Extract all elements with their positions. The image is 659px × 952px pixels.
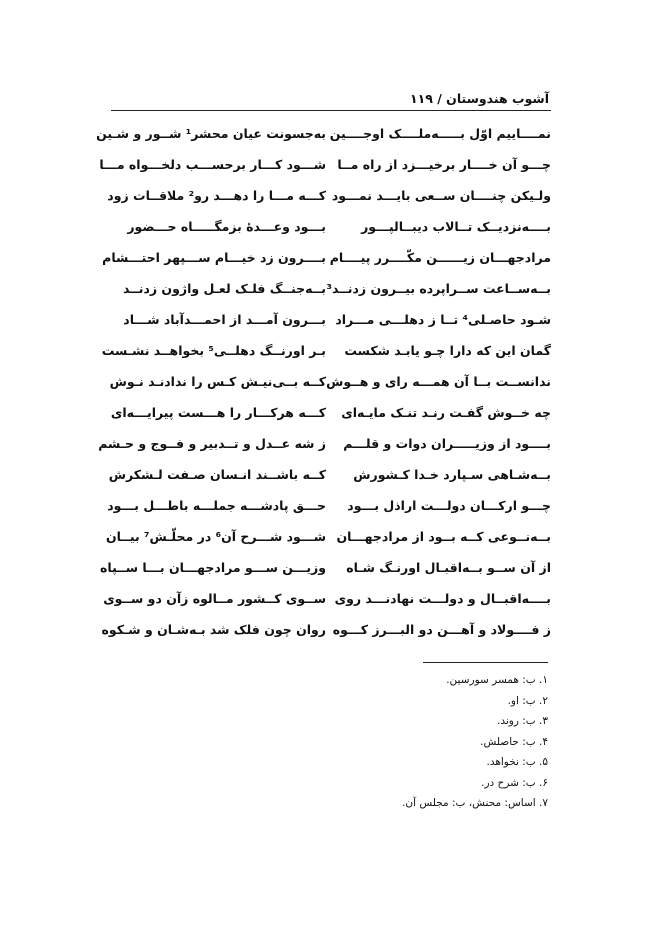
first-hemistich: بــــه‌اقبــال و دولـــت نهادنـــد روی: [334, 591, 551, 606]
second-hemistich: بــه‌جنــگ فلـک لعـل واژون زدنــد: [123, 281, 326, 296]
first-hemistich: چـــو ارکـــان دولـــت اراذل بـــود: [347, 498, 551, 513]
verse-row: [107, 180, 551, 211]
verse-row: [111, 304, 551, 335]
verse-row: [111, 211, 551, 242]
first-hemistich: بــه‌شـاهی سـپارد خـدا کـشورش: [353, 467, 551, 482]
footnote: ۷. اساس: محنش، ب: مجلس آن.: [402, 797, 548, 809]
first-hemistich: چه خــوش گفـت رنـد تنـک مایـه‌ای: [341, 405, 551, 420]
verse-row: [102, 242, 551, 273]
verse-row: [111, 273, 551, 304]
first-hemistich: ولـیکن چنــــان ســعی بایـــد نمـــود: [331, 188, 551, 203]
second-hemistich: بـــرون آمـــد از احمـــدآباد شـــاد: [123, 312, 326, 327]
verse-row: [105, 521, 551, 552]
verse-row: [107, 490, 551, 521]
verse-row: [96, 118, 551, 149]
first-hemistich: بــــه‌نزدیــک تــالاب دیبــالپـــور: [361, 219, 551, 234]
second-hemistich: بـــود وعـــدهٔ بزمگـــــاه حـــضور: [127, 219, 326, 234]
first-hemistich: شـود حاصـلی⁴ تــا ز دهلـــی مـــراد: [335, 312, 551, 327]
first-hemistich: بــه‌نــوعی کــه بــود از مرادجهـــان: [336, 529, 551, 544]
second-hemistich: ســوی کــشور مــالوه زآن دو ســوی: [103, 591, 326, 606]
first-hemistich: ز فــــولاد و آهـــن دو البـــرز کـــوه: [332, 622, 551, 637]
second-hemistich: شـــود کـــار برحســـب دلخـــواه مـــا: [99, 157, 326, 172]
second-hemistich: کـــه هرکـــار را هـــست پیرایـــه‌ای: [110, 405, 326, 420]
first-hemistich: نمــــاییم اوّل بـــــه‌ملــــک اوجــــین: [329, 126, 551, 141]
second-hemistich: روان چون فلک شد بـه‌شـان و شـکوه: [101, 622, 326, 637]
first-hemistich: بــه‌ســاعت ســراپرده بیــرون زدنــد³: [326, 281, 551, 296]
verse-row: [101, 614, 551, 645]
second-hemistich: بـر اورنــگ دهلــی⁵ بخواهــد نشـست: [101, 343, 326, 358]
footnotes: [300, 670, 548, 814]
second-hemistich: کــه بــی‌نیـش کـس را ندادنـد نـوش: [109, 374, 326, 389]
second-hemistich: کـــه مـــا را دهـــد رو² ملاقــات زود: [107, 188, 326, 203]
second-hemistich: بــــرون زد خیـــام ســـپهر احتـــشام: [102, 250, 326, 265]
first-hemistich: گمان این که دارا چـو یابـد شکست: [344, 343, 551, 358]
footnote: ۵. ب: نخواهد.: [486, 756, 548, 768]
first-hemistich: ندانســت بــا آن همـــه رای و هــوش: [326, 374, 551, 389]
second-hemistich: شـــود شـــرح آن⁶ در محلّـش⁷ بیــان: [105, 529, 326, 544]
second-hemistich: وزیـــن ســـو مرادجهـــان بـــا ســپاه: [100, 560, 326, 575]
verse-row: [99, 149, 551, 180]
first-hemistich: از آن ســو بــه‌اقبـال اورنـگ شـاه: [346, 560, 551, 575]
poem-body: [96, 118, 551, 645]
header-rule: [111, 110, 551, 111]
footnote-rule: [423, 662, 548, 663]
verse-row: [111, 397, 551, 428]
verse-row: [101, 335, 551, 366]
second-hemistich: به‌جسونت عیان محشر¹ شــور و شـین: [96, 126, 326, 141]
running-header: آشوب هندوستان / ۱۱۹: [409, 91, 549, 106]
footnote: ۱. ب: همسر سورسین.: [446, 674, 548, 686]
verse-row: [100, 552, 551, 583]
verse-row: [108, 459, 551, 490]
footnote: ۴. ب: حاصلش.: [480, 735, 548, 748]
verse-row: [98, 428, 551, 459]
verse-row: [111, 366, 551, 397]
footnote: ۶. ب: شرح در.: [481, 776, 548, 789]
footnote: ۳. ب: روند.: [497, 715, 548, 727]
second-hemistich: حـــق پادشـــه جملـــه باطـــل بـــود: [107, 498, 326, 513]
first-hemistich: چـــو آن خــــار برخیـــزد از راه مــا: [337, 157, 551, 172]
verse-row: [103, 583, 551, 614]
first-hemistich: مرادجهـــان زیــــــن مکّــــرر پیــــام: [329, 250, 551, 265]
first-hemistich: بــــود از وزیـــــران دوات و قلـــم: [343, 436, 551, 451]
second-hemistich: ز شه عــدل و تــدبیر و فــوج و حـشم: [98, 436, 326, 451]
second-hemistich: کــه باشــند انـسان صـفت لـشکرش: [108, 467, 326, 482]
footnote: ۲. ب: او.: [507, 694, 548, 707]
